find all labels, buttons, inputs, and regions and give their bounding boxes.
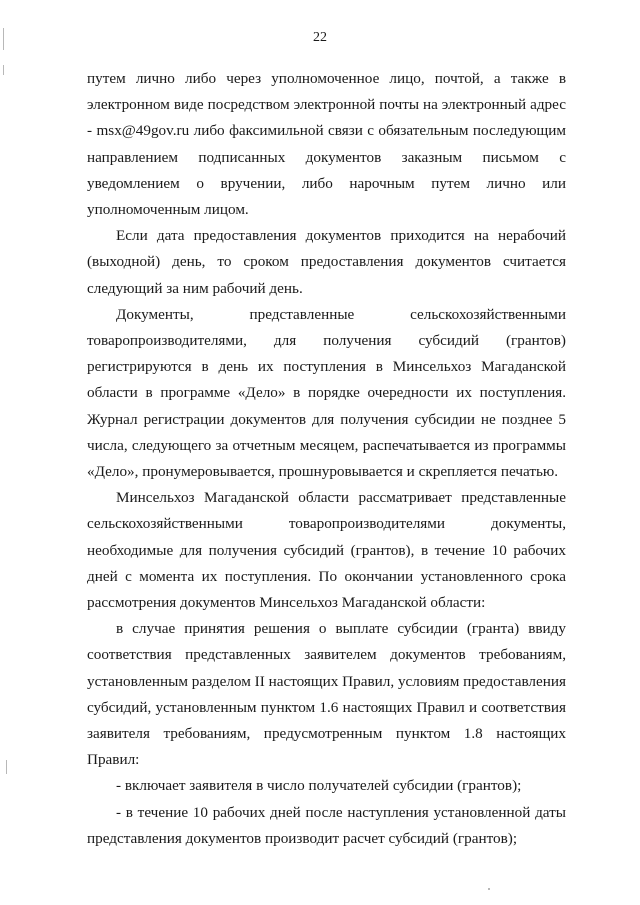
scan-mark <box>488 888 490 890</box>
page-number: 22 <box>313 30 327 45</box>
list-item: - включает заявителя в число получателей субсидии (грантов); <box>116 777 522 795</box>
paragraph: в случае принятия решения о выплате субсидии (гранта) ввиду соответствия представленных заявителем документов требованиям, установленным разделом II настоящих Правил, условиям предоставления субсидий, установленным пунктом 1.6 настоящих Правил и соответствия заявителя требованиям, предусмотренным пунктом 1.8 настоящих Правил: <box>87 620 566 769</box>
list-item: - в течение 10 рабочих дней после наступления установленной даты представления документов производит расчет субсидий (грантов); <box>87 803 566 847</box>
document-body <box>87 66 566 852</box>
scan-mark <box>3 65 4 75</box>
paragraph: путем лично либо через уполномоченное лицо, почтой, а также в электронном виде посредством электронной почты на электронный адрес - msx@49gov.ru либо факсимильной связи с обязательным последующим направлением подписанных документов заказным письмом с уведомлением о вручении, либо нарочным путем лично или уполномоченным лицом. <box>87 70 566 219</box>
paragraph: Документы, представленные сельскохозяйственными товаропроизводителями, для получения субсидий (грантов) регистрируются в день их поступления в Минсельхоз Магаданской области в программе «Дело» в порядке очередности их поступления. Журнал регистрации документов для получения субсидии не позднее 5 числа, следующего за отчетным месяцем, распечатывается из программы «Дело», пронумеровывается, прошнуровывается и скрепляется печатью. <box>87 305 566 481</box>
paragraph: Минсельхоз Магаданской области рассматривает представленные сельскохозяйственными товаропроизводителями документы, необходимые для получения субсидий (грантов), в течение 10 рабочих дней с момента их поступления. По окончании установленного срока рассмотрения документов Минсельхоз Магаданской области: <box>87 489 566 612</box>
scan-mark <box>6 760 7 774</box>
paragraph: Если дата предоставления документов приходится на нерабочий (выходной) день, то сроком предоставления документов считается следующий за ним рабочий день. <box>87 227 566 297</box>
